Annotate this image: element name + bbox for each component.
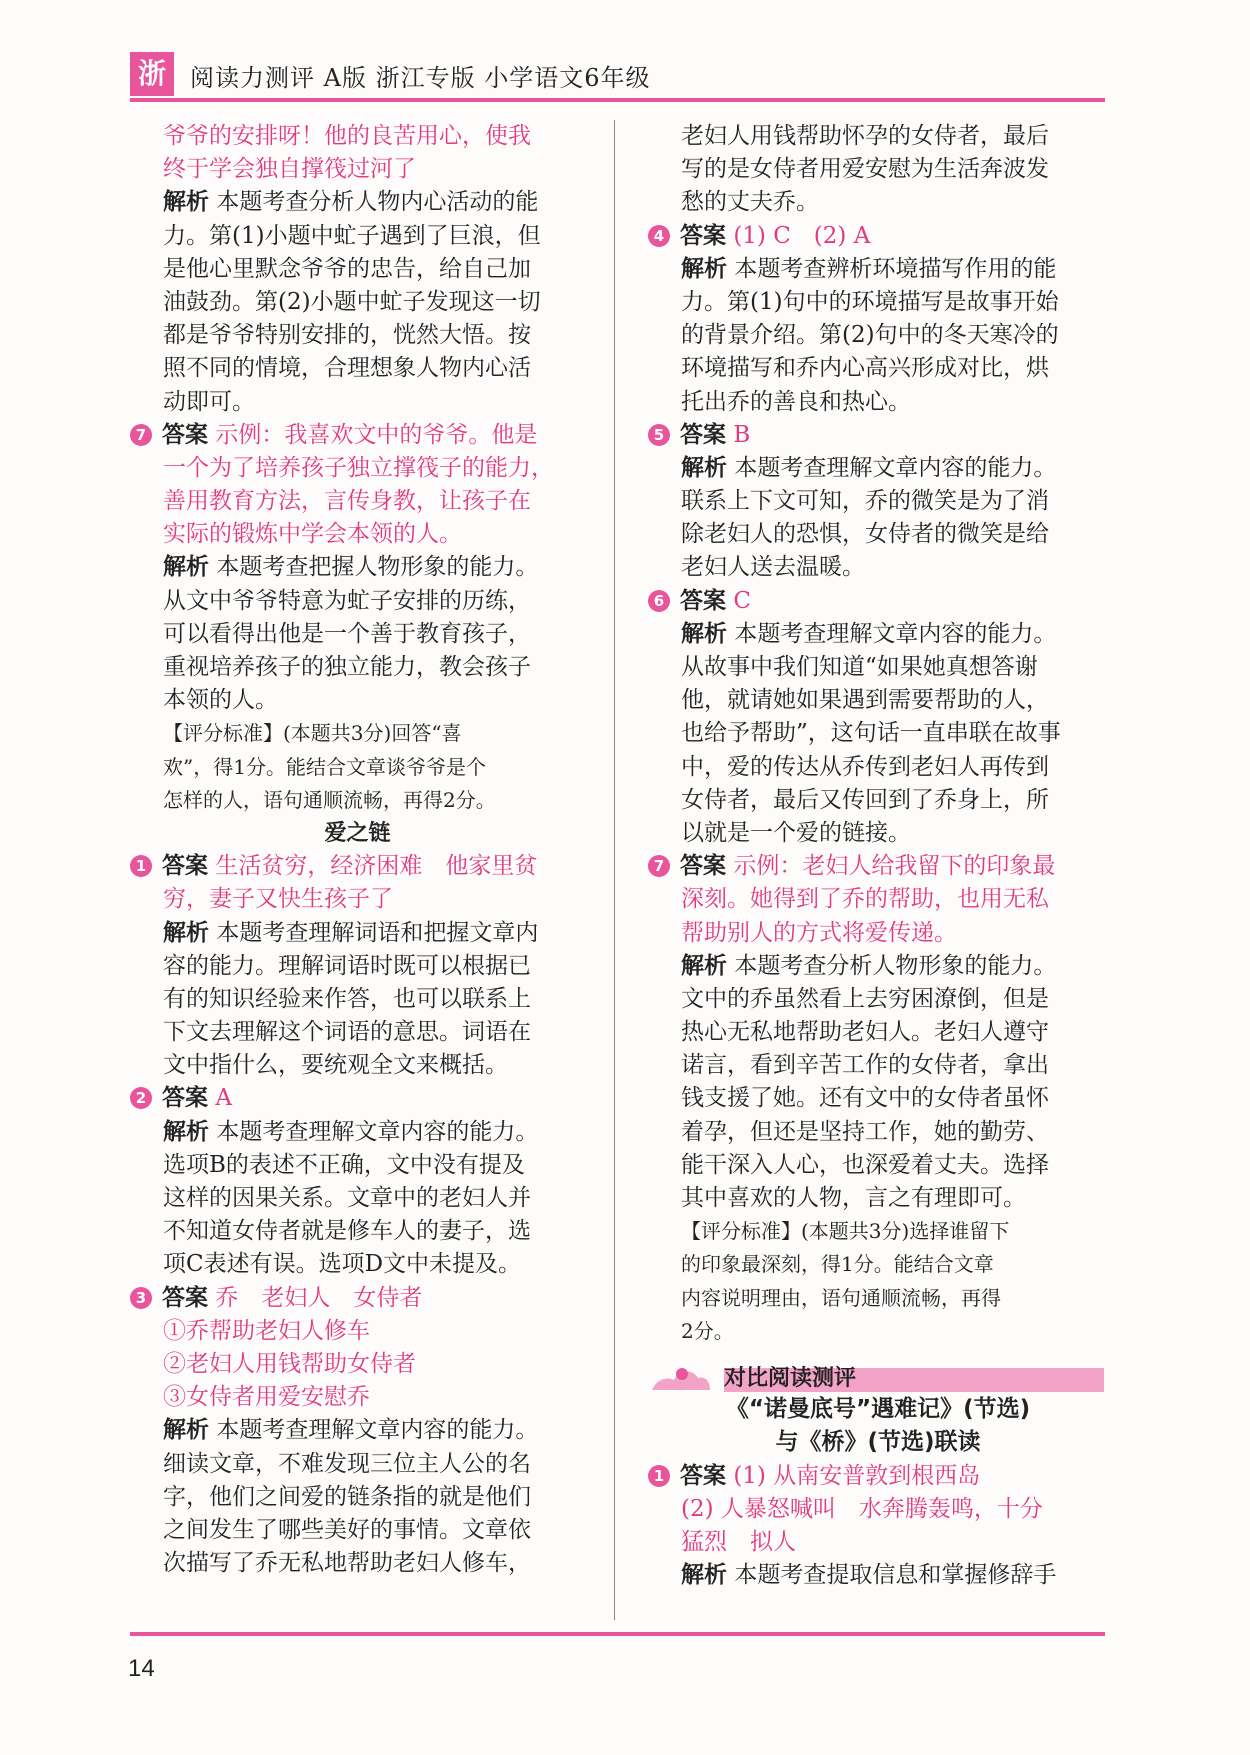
- answer-text: 乔 老妇人 女侍者: [215, 1284, 423, 1311]
- scoring-line: 怎样的人，语句通顺流畅，再得2分。: [163, 787, 496, 812]
- text-line: 他，就请她如果遇到需要帮助的人，: [681, 687, 1049, 714]
- text-line: 钱支援了她。还有文中的女侍者虽怀: [681, 1085, 1049, 1112]
- answer-label: 答案: [680, 1462, 726, 1489]
- question-number-badge: 3: [130, 1287, 152, 1309]
- text-line: 重视培养孩子的独立能力，教会孩子: [163, 654, 531, 680]
- analysis-label: 解析: [681, 255, 727, 282]
- text-line: 诺言，看到辛苦工作的女侍者，拿出: [681, 1052, 1049, 1079]
- text-line: 可以看得出他是一个善于教育孩子，: [163, 620, 531, 647]
- text-line: 热心无私地帮助老妇人。老妇人遵守: [681, 1019, 1049, 1046]
- analysis-line: [648, 253, 1108, 286]
- text-line: ③女侍者用爱安慰乔: [163, 1384, 370, 1411]
- text-line: 爷爷的安排呀！他的良苦用心，使我: [163, 123, 531, 149]
- answer-text: C: [733, 587, 751, 614]
- text-line: 终于学会独自撑筏过河了: [163, 156, 416, 183]
- reading-title: 《“诺曼底号”遇难记》(节选): [725, 1396, 1031, 1423]
- text-line: 是他心里默念爷爷的忠告，给自己加: [163, 255, 531, 282]
- question-number-badge: 6: [648, 590, 670, 612]
- text-line: 一个为了培养孩子独立撑筏子的能力，: [163, 454, 554, 481]
- text-line: 文中的乔虽然看上去穷困潦倒，但是: [681, 985, 1049, 1012]
- footer-rule: [130, 1632, 1105, 1636]
- text-line: 选项B的表述不正确，文中没有提及: [163, 1151, 525, 1178]
- analysis-label: 解析: [681, 952, 727, 979]
- answer-text: (1) 从南安普敦到根西岛: [733, 1462, 981, 1489]
- text-line: 老妇人用钱帮助怀孕的女侍者，最后: [681, 123, 1049, 149]
- analysis-line: [648, 618, 1108, 651]
- text-line: 的背景介绍。第(2)句中的冬天寒冷的: [681, 322, 1059, 349]
- text-line: 实际的锻炼中学会本领的人。: [163, 521, 462, 548]
- text-line: 项C表述有误。选项D文中未提及。: [163, 1251, 522, 1278]
- text-line: 善用教育方法，言传身教，让孩子在: [163, 488, 531, 515]
- header-rule: [130, 98, 1105, 102]
- analysis-line: [648, 452, 1108, 485]
- text-line: 穷，妻子又快生孩子了: [163, 886, 393, 913]
- question-number-badge: 5: [648, 424, 670, 446]
- analysis-line: [648, 950, 1108, 983]
- text-span: 本题考查理解文章内容的能力。: [734, 620, 1057, 647]
- answer-text: B: [733, 421, 751, 448]
- text-line: 动即可。: [163, 388, 255, 415]
- text-line: 力。第(1)小题中虻子遇到了巨浪，但: [163, 222, 541, 249]
- text-line: 照不同的情境，合理想象人物内心活: [163, 355, 531, 382]
- text-span: 本题考查提取信息和掌握修辞手: [734, 1562, 1057, 1589]
- question-number-badge: 7: [130, 424, 152, 446]
- text-line: 除老妇人的恐惧，女侍者的微笑是给: [681, 521, 1049, 548]
- section-banner: [648, 1360, 1108, 1393]
- section-title: 爱之链: [324, 820, 391, 846]
- answer-text: 示例：我喜欢文中的爷爷。他是: [215, 421, 538, 448]
- text-line: 愁的丈夫乔。: [681, 189, 819, 216]
- answer-text: A: [215, 1085, 232, 1112]
- answer-text: 示例：老妇人给我留下的印象最: [733, 853, 1056, 880]
- text-line: 从故事中我们知道“如果她真想答谢: [681, 654, 1038, 680]
- answer-line: [130, 1282, 585, 1315]
- spacer: [648, 1348, 1108, 1360]
- analysis-label: 解析: [163, 554, 209, 581]
- question-number-badge: 1: [130, 855, 152, 877]
- text-line: 着孕，但还是坚持工作，她的勤劳、: [681, 1118, 1049, 1145]
- text-line: 从文中爷爷特意为虻子安排的历练，: [163, 587, 531, 614]
- text-line: 次描写了乔无私地帮助老妇人修车，: [163, 1550, 531, 1577]
- scoring-line: 欢”，得1分。能结合文章谈爷爷是个: [163, 754, 486, 779]
- text-line: 猛烈 拟人: [681, 1528, 796, 1555]
- text-line: 本领的人。: [163, 687, 278, 714]
- banner-cloud-icon: [648, 1362, 714, 1392]
- answer-label: 答案: [680, 853, 726, 880]
- banner-title: 对比阅读测评: [724, 1365, 857, 1391]
- text-span: 本题考查把握人物形象的能力。: [216, 554, 539, 581]
- answer-line: [648, 850, 1108, 883]
- analysis-label: 解析: [681, 620, 727, 647]
- answer-label: 答案: [162, 421, 208, 448]
- answer-line: [130, 419, 585, 452]
- text-line: 之间发生了哪些美好的事情。文章依: [163, 1516, 531, 1543]
- text-line: 力。第(1)句中的环境描写是故事开始: [681, 288, 1059, 315]
- text-line: 帮助别人的方式将爱传递。: [681, 919, 957, 946]
- text-line: 细读文章，不难发现三位主人公的名: [163, 1450, 531, 1477]
- answer-text: (1) C (2) A: [733, 222, 871, 249]
- question-number-badge: 7: [648, 855, 670, 877]
- answer-label: 答案: [162, 853, 208, 880]
- text-span: 本题考查理解文章内容的能力。: [216, 1417, 539, 1444]
- text-line: 容的能力。理解词语时既可以根据已: [163, 952, 531, 979]
- text-line: 有的知识经验来作答，也可以联系上: [163, 985, 531, 1012]
- page-number: 14: [128, 1655, 155, 1682]
- scoring-line: 内容说明理由，语句通顺流畅，再得: [681, 1285, 1001, 1310]
- page-header: [130, 52, 1105, 100]
- text-span: 本题考查理解词语和把握文章内: [216, 919, 539, 946]
- book-title: 阅读力测评 A版 浙江专版 小学语文6年级: [190, 64, 651, 92]
- text-line: 托出乔的善良和热心。: [681, 388, 911, 415]
- text-line: 这样的因果关系。文章中的老妇人并: [163, 1185, 531, 1211]
- analysis-line: [130, 551, 585, 584]
- text-span: 本题考查理解文章内容的能力。: [734, 454, 1057, 481]
- text-line: 中，爱的传达从乔传到老妇人再传到: [681, 753, 1049, 780]
- text-line: 深刻。她得到了乔的帮助，也用无私: [681, 886, 1049, 913]
- text-line: 不知道女侍者就是修车人的妻子，选: [163, 1218, 531, 1245]
- answer-label: 答案: [680, 421, 726, 448]
- text-line: 也给予帮助”，这句话一直串联在故事: [681, 720, 1061, 747]
- text-line: 老妇人送去温暖。: [681, 554, 865, 581]
- analysis-label: 解析: [163, 1118, 209, 1145]
- answer-line: [130, 850, 585, 883]
- answer-line: [648, 1460, 1108, 1493]
- scoring-line: 的印象最深刻，得1分。能结合文章: [681, 1252, 994, 1277]
- scoring-line: 2分。: [681, 1318, 734, 1343]
- text-line: 联系上下文可知，乔的微笑是为了消: [681, 488, 1049, 515]
- answer-label: 答案: [680, 587, 726, 614]
- text-line: 下文去理解这个词语的意思。词语在: [163, 1019, 531, 1046]
- answer-line: [648, 419, 1108, 452]
- text-line: 字，他们之间爱的链条指的就是他们: [163, 1483, 531, 1510]
- answer-line: [648, 220, 1108, 253]
- text-line: ②老妇人用钱帮助女侍者: [163, 1350, 416, 1377]
- question-number-badge: 1: [648, 1465, 670, 1487]
- answer-text: 生活贫穷，经济困难 他家里贫: [215, 853, 538, 880]
- text-line: 写的是女侍者用爱安慰为生活奔波发: [681, 156, 1049, 183]
- text-line: 女侍者，最后又传回到了乔身上，所: [681, 786, 1049, 813]
- text-span: 本题考查分析人物内心活动的能: [216, 189, 539, 216]
- text-span: 本题考查理解文章内容的能力。: [216, 1118, 539, 1145]
- text-span: 本题考查分析人物形象的能力。: [734, 952, 1057, 979]
- scoring-line: 【评分标准】(本题共3分)回答“喜: [163, 721, 462, 746]
- left-column: [130, 120, 585, 1580]
- analysis-label: 解析: [163, 1417, 209, 1444]
- text-line: 都是爷爷特别安排的，恍然大悟。按: [163, 322, 531, 349]
- text-line: 其中喜欢的人物，言之有理即可。: [681, 1185, 1026, 1211]
- text-line: 能干深入人心，也深爱着丈夫。选择: [681, 1151, 1049, 1178]
- answer-line: [130, 1082, 585, 1115]
- text-line: 环境描写和乔内心高兴形成对比，烘: [681, 355, 1049, 382]
- analysis-label: 解析: [681, 1562, 727, 1589]
- text-line: ①乔帮助老妇人修车: [163, 1317, 370, 1344]
- column-divider: [614, 120, 615, 1620]
- province-logo: 浙: [130, 52, 174, 96]
- analysis-line: [130, 917, 585, 950]
- question-number-badge: 4: [648, 225, 670, 247]
- analysis-line: [130, 1116, 585, 1149]
- text-line: 文中指什么，要统观全文来概括。: [163, 1052, 508, 1079]
- text-span: 本题考查辨析环境描写作用的能: [734, 255, 1057, 282]
- question-number-badge: 2: [130, 1087, 152, 1109]
- answer-label: 答案: [680, 222, 726, 249]
- analysis-label: 解析: [163, 919, 209, 946]
- right-column: [648, 120, 1108, 1592]
- analysis-line: [648, 1559, 1108, 1592]
- answer-line: [648, 585, 1108, 618]
- text-line: 油鼓劲。第(2)小题中虻子发现这一切: [163, 288, 541, 315]
- answer-label: 答案: [162, 1085, 208, 1112]
- reading-subtitle: 与《桥》(节选)联读: [775, 1429, 981, 1456]
- text-line: 以就是一个爱的链接。: [681, 819, 911, 846]
- answer-label: 答案: [162, 1284, 208, 1311]
- text-line: (2) 人暴怒喊叫 水奔腾轰鸣，十分: [681, 1495, 1043, 1522]
- analysis-line: [130, 1414, 585, 1447]
- analysis-line: [130, 186, 585, 219]
- analysis-label: 解析: [163, 189, 209, 216]
- analysis-label: 解析: [681, 454, 727, 481]
- scoring-line: 【评分标准】(本题共3分)选择谁留下: [681, 1219, 1010, 1244]
